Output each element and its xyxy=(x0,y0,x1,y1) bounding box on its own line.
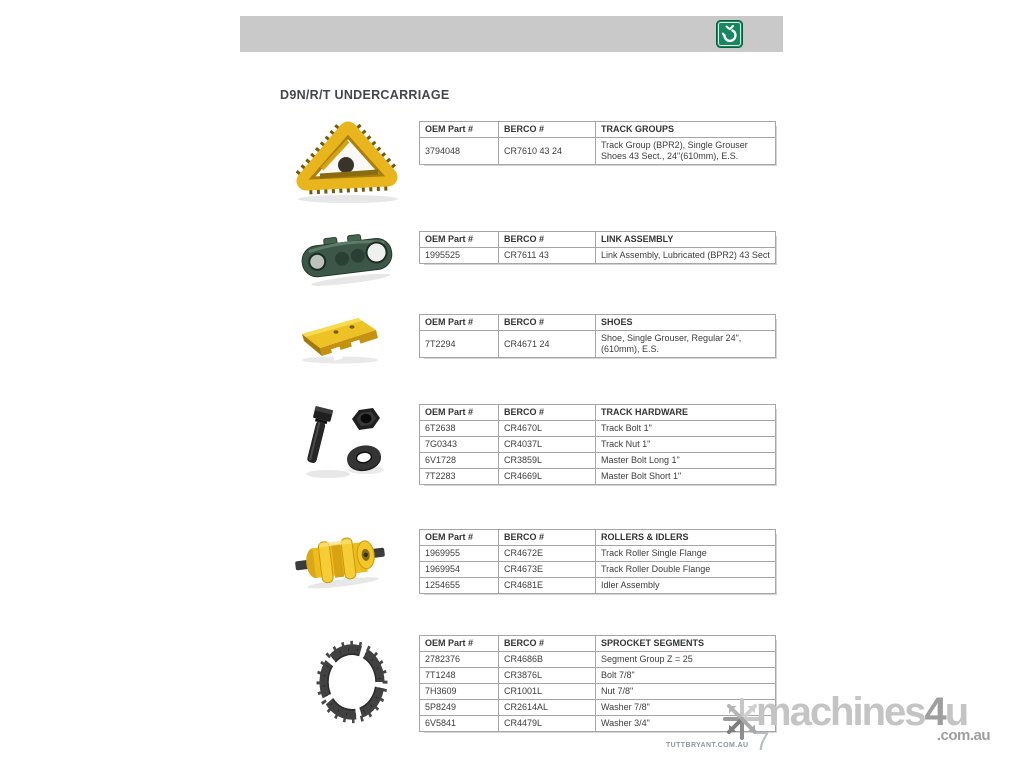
table-cell: Washer 7/8" xyxy=(596,700,776,716)
table-cell: CR4681E xyxy=(499,578,596,594)
table-row xyxy=(420,453,776,469)
link-assembly-table xyxy=(419,231,776,264)
table-header-row xyxy=(420,405,776,421)
column-header: OEM Part # xyxy=(420,530,499,546)
table-row xyxy=(420,546,776,562)
track-hardware-table xyxy=(419,404,776,485)
table-cell: Track Roller Single Flange xyxy=(596,546,776,562)
table-cell: CR4670L xyxy=(499,421,596,437)
table-cell: 5P8249 xyxy=(420,700,499,716)
table-cell: Bolt 7/8" xyxy=(596,668,776,684)
table-row xyxy=(420,668,776,684)
table-cell: 1969955 xyxy=(420,546,499,562)
column-header: OEM Part # xyxy=(420,636,499,652)
table-cell: CR4669L xyxy=(499,469,596,485)
table-cell: Track Bolt 1" xyxy=(596,421,776,437)
table-cell: 1254655 xyxy=(420,578,499,594)
table-cell: CR3876L xyxy=(499,668,596,684)
page-number: 7 xyxy=(755,726,770,756)
table-cell: 7G0343 xyxy=(420,437,499,453)
table-cell: CR1001L xyxy=(499,684,596,700)
table-header-row xyxy=(420,315,776,331)
table-header-row xyxy=(420,636,776,652)
table-header-row xyxy=(420,122,776,138)
table-cell: 1995525 xyxy=(420,248,499,264)
table-row xyxy=(420,421,776,437)
table-cell: 2782376 xyxy=(420,652,499,668)
column-header: TRACK HARDWARE xyxy=(596,405,776,421)
column-header: BERCO # xyxy=(499,636,596,652)
column-header: OEM Part # xyxy=(420,122,499,138)
table-cell: 1969954 xyxy=(420,562,499,578)
track-groups-table xyxy=(419,121,776,165)
table-header-row xyxy=(420,232,776,248)
wordmark-end: u xyxy=(944,690,968,734)
table-cell: CR4671 24 xyxy=(499,331,596,358)
column-header: BERCO # xyxy=(499,530,596,546)
table-cell: CR4672E xyxy=(499,546,596,562)
table-row xyxy=(420,562,776,578)
track-hardware-photo xyxy=(296,400,390,489)
shoes-table xyxy=(419,314,776,358)
table-row xyxy=(420,652,776,668)
table-cell: Track Roller Double Flange xyxy=(596,562,776,578)
track-roller-photo xyxy=(293,528,387,595)
rollers-idlers-table xyxy=(419,529,776,594)
table-row xyxy=(420,578,776,594)
column-header: LINK ASSEMBLY xyxy=(596,232,776,248)
table-row xyxy=(420,138,776,165)
table-cell: CR7610 43 24 xyxy=(499,138,596,165)
table-cell: 6V1728 xyxy=(420,453,499,469)
column-header: OEM Part # xyxy=(420,405,499,421)
table-cell: Nut 7/8" xyxy=(596,684,776,700)
table-row xyxy=(420,248,776,264)
table-cell: Segment Group Z = 25 xyxy=(596,652,776,668)
table-cell: Washer 3/4" xyxy=(596,716,776,732)
table-row xyxy=(420,437,776,453)
column-header: BERCO # xyxy=(499,315,596,331)
table-cell: CR2614AL xyxy=(499,700,596,716)
table-cell: 7T2294 xyxy=(420,331,499,358)
table-row xyxy=(420,469,776,485)
table-cell: CR4037L xyxy=(499,437,596,453)
table-cell: 6T2638 xyxy=(420,421,499,437)
wordmark-main: machines xyxy=(756,690,925,734)
track-group-photo xyxy=(286,115,408,210)
column-header: OEM Part # xyxy=(420,315,499,331)
table-cell: CR7611 43 xyxy=(499,248,596,264)
page-title: D9N/R/T UNDERCARRIAGE xyxy=(280,88,450,102)
table-cell: CR4673E xyxy=(499,562,596,578)
table-cell: Link Assembly, Lubricated (BPR2) 43 Sect xyxy=(596,248,776,264)
track-shoe-photo xyxy=(294,310,384,371)
table-cell: 7H3609 xyxy=(420,684,499,700)
table-cell: CR4479L xyxy=(499,716,596,732)
table-cell: 7T1248 xyxy=(420,668,499,684)
table-cell: 7T2283 xyxy=(420,469,499,485)
table-cell: Idler Assembly xyxy=(596,578,776,594)
header-bar xyxy=(240,16,783,52)
table-row xyxy=(420,331,776,358)
link-assembly-photo xyxy=(298,230,398,291)
machines4u-domain-suffix: .com.au xyxy=(936,727,990,744)
table-cell: Track Group (BPR2), Single Grouser Shoes 43 Sect., 24"(610mm), E.S. xyxy=(596,138,776,165)
hook-icon xyxy=(716,20,743,48)
column-header: TRACK GROUPS xyxy=(596,122,776,138)
table-cell: CR3859L xyxy=(499,453,596,469)
table-cell: Track Nut 1" xyxy=(596,437,776,453)
wordmark-accent: 4 xyxy=(924,690,945,734)
column-header: BERCO # xyxy=(499,122,596,138)
footer-site-url: TUTTBRYANT.COM.AU xyxy=(666,742,749,749)
column-header: SPROCKET SEGMENTS xyxy=(596,636,776,652)
column-header: ROLLERS & IDLERS xyxy=(596,530,776,546)
table-cell: Master Bolt Short 1" xyxy=(596,469,776,485)
sprocket-segments-photo xyxy=(314,636,390,735)
column-header: BERCO # xyxy=(499,232,596,248)
table-cell: Shoe, Single Grouser, Regular 24", (610mm), E.S. xyxy=(596,331,776,358)
table-cell: 6V5841 xyxy=(420,716,499,732)
table-cell: 3794048 xyxy=(420,138,499,165)
table-cell: CR4686B xyxy=(499,652,596,668)
column-header: BERCO # xyxy=(499,405,596,421)
table-cell: Master Bolt Long 1" xyxy=(596,453,776,469)
column-header: OEM Part # xyxy=(420,232,499,248)
table-header-row xyxy=(420,530,776,546)
column-header: SHOES xyxy=(596,315,776,331)
